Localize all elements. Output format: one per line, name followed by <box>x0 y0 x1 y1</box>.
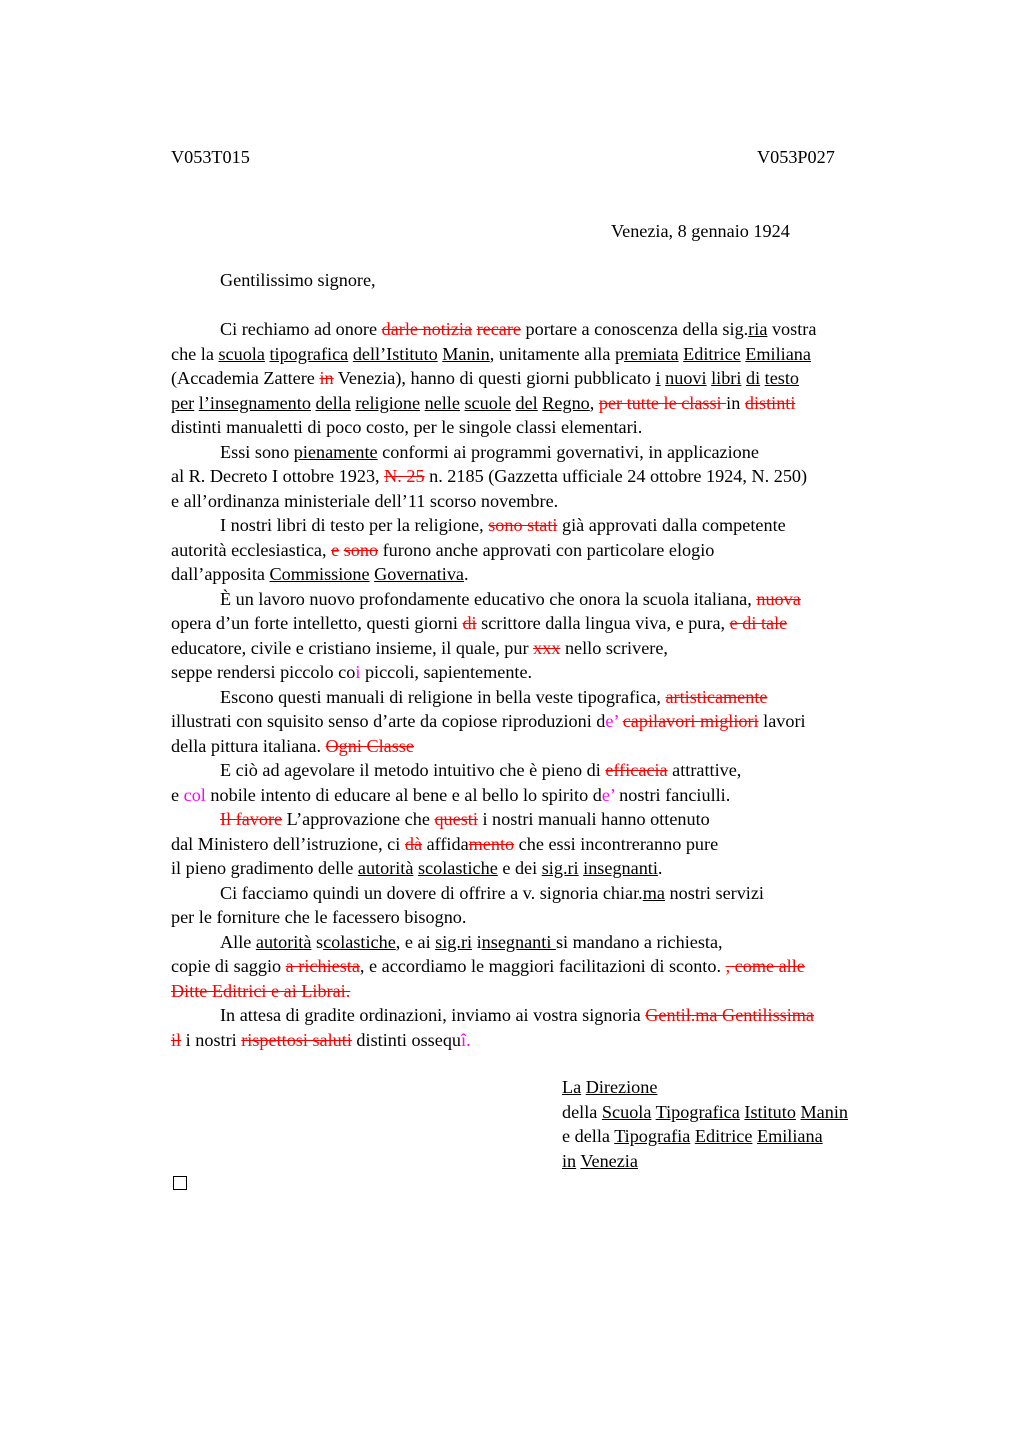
text-run: Escono questi manuali di religione in bella veste tipografica, <box>220 686 666 707</box>
deleted-text: Ditte Editrici e ai Librai. <box>171 980 351 1001</box>
text-run: nostri servizi <box>664 882 764 903</box>
text-run: . <box>657 858 663 878</box>
underlined-text: di <box>745 368 761 388</box>
letter-line <box>171 905 911 930</box>
left-archive-code: V053T015 <box>171 147 250 167</box>
letter-line <box>171 391 911 416</box>
deleted-text: , come alle <box>725 956 805 976</box>
text-run: scrittore dalla lingua viva, e pura, <box>476 613 730 633</box>
text-run: nobile intento di educare al bene e al bello lo spirito d <box>205 784 602 805</box>
underlined-text: sig.ri <box>435 931 473 952</box>
letter-line <box>171 954 911 979</box>
underlined-text: scolastiche <box>417 858 498 878</box>
text-run: conformi ai programmi governativi, in applicazione <box>377 441 759 462</box>
deleted-text: N. 25 <box>384 466 425 486</box>
underlined-text: sig.ri <box>541 858 579 878</box>
deleted-text: sono stati <box>488 515 558 535</box>
underlined-text: autorità <box>357 858 414 878</box>
text-run: copie di saggio <box>171 956 286 976</box>
underlined-text: Tipografica <box>655 1101 740 1122</box>
text-run: i <box>472 931 482 952</box>
text-run: s <box>311 931 324 952</box>
signature-line <box>562 1124 848 1149</box>
letter-line <box>171 807 911 832</box>
deleted-text: artisticamente <box>665 686 768 707</box>
text-run: Essi sono <box>220 441 294 462</box>
dateline: Venezia, 8 gennaio 1924 <box>611 221 790 241</box>
letter-line <box>171 538 911 563</box>
text-run: In attesa di gradite ordinazioni, inviamo ai vostra signoria <box>220 1005 646 1025</box>
text-run: già approvati dalla competente <box>557 515 786 535</box>
underlined-text: colastiche <box>323 931 396 952</box>
deleted-text: e <box>331 539 340 560</box>
underlined-text: religione <box>355 392 421 413</box>
deleted-text: in <box>319 368 334 388</box>
deleted-text: rispettosi saluti <box>241 1029 352 1050</box>
text-run: per le forniture che le facessero bisogno. <box>171 907 467 927</box>
deleted-text: per tutte le classi <box>598 392 727 413</box>
letter-line <box>171 685 911 710</box>
right-archive-code: V053P027 <box>757 147 835 167</box>
text-run: e <box>171 784 184 805</box>
letter-line <box>171 758 911 783</box>
text-run: seppe rendersi piccolo co <box>171 662 356 682</box>
signature-line <box>562 1149 848 1174</box>
text-run: della <box>562 1101 602 1122</box>
underlined-text: Direzione <box>585 1077 658 1097</box>
underlined-text: Manin <box>442 343 490 364</box>
salutation: Gentilissimo signore, <box>220 270 376 290</box>
deleted-text: distinti <box>744 392 796 413</box>
deleted-text: questi <box>434 809 478 829</box>
letter-line <box>171 513 911 538</box>
text-run: della pittura italiana. <box>171 735 326 756</box>
text-run: affida <box>422 833 469 854</box>
letter-line <box>171 1003 911 1028</box>
underlined-text: della <box>315 392 351 413</box>
signature-line <box>562 1075 848 1100</box>
text-run: (Accademia Zattere <box>171 368 320 388</box>
deleted-text: Gentil.ma Gentilissima <box>645 1005 814 1025</box>
underlined-text: pienamente <box>293 441 378 462</box>
deleted-text: mento <box>468 833 515 854</box>
underlined-text: per <box>171 392 195 413</box>
underlined-text: Emiliana <box>756 1126 823 1146</box>
underlined-text: insegnanti <box>583 858 658 878</box>
underlined-text: Tipografia <box>614 1126 691 1146</box>
text-run: Ci facciamo quindi un dovere di offrire a v. signoria chiar. <box>220 882 643 903</box>
text-run: i nostri manuali hanno ottenuto <box>477 809 710 829</box>
underlined-text: Regno <box>542 392 590 413</box>
underlined-text: Manin <box>800 1101 848 1122</box>
deleted-text: xxx <box>533 637 561 658</box>
text-run: in <box>726 392 745 413</box>
deleted-text: efficacia <box>605 760 668 780</box>
letter-line <box>171 587 911 612</box>
text-run: al R. Decreto I ottobre 1923, <box>171 466 385 486</box>
underlined-text: l’insegnamento <box>198 392 311 413</box>
text-run: I nostri libri di testo per la religione, <box>220 515 489 535</box>
deleted-text: di <box>462 613 477 633</box>
signature-block <box>562 1075 848 1173</box>
deleted-text: e di tale <box>729 613 788 633</box>
underlined-text: scuola <box>218 343 265 364</box>
underlined-text: autorità <box>255 931 312 952</box>
text-run: e dei <box>497 858 542 878</box>
text-run: illustrati con squisito senso d’arte da copiose riproduzioni d <box>171 711 606 731</box>
letter-line <box>171 660 911 685</box>
text-run: Alle <box>220 931 256 952</box>
letter-line <box>171 979 911 1004</box>
underlined-text: Scuola <box>601 1101 652 1122</box>
text-run: Ci rechiamo ad onore <box>220 319 382 339</box>
text-run: educatore, civile e cristiano insieme, il quale, pur <box>171 637 534 658</box>
letter-line <box>171 856 911 881</box>
text-run: nello scrivere, <box>560 637 668 658</box>
letter-line <box>171 415 911 440</box>
text-run: attrattive, <box>667 760 742 780</box>
underlined-text: nuovi <box>665 368 707 388</box>
letter-line <box>171 611 911 636</box>
deleted-text: recare <box>476 319 521 339</box>
text-run: distinti ossequ <box>351 1029 462 1050</box>
letter-line <box>171 783 911 808</box>
deleted-text: nuova <box>756 588 801 609</box>
letter-line <box>171 734 911 759</box>
inserted-text: e’ <box>605 711 619 731</box>
text-run: distinti manualetti di poco costo, per le singole classi elementari. <box>171 417 643 437</box>
text-run: , e ai <box>395 931 436 952</box>
text-run: e della <box>562 1126 615 1146</box>
letter-line <box>171 636 911 661</box>
text-run: E ciò ad agevolare il metodo intuitivo che è pieno di <box>220 760 606 780</box>
text-run: n. 2185 (Gazzetta ufficiale 24 ottobre 1924, N. 250) <box>424 466 808 486</box>
underlined-text: Emiliana <box>745 343 811 364</box>
underlined-text: del <box>515 392 538 413</box>
underlined-text: Editrice <box>694 1126 753 1146</box>
underlined-text: tipografica <box>269 343 349 364</box>
deleted-text: Ogni Classe <box>325 735 414 756</box>
text-run: Venezia), hanno di questi giorni pubblicato <box>333 368 656 388</box>
text-run: che essi incontreranno pure <box>514 833 719 854</box>
underlined-text: libri <box>711 368 742 388</box>
text-run: furono anche approvati con particolare elogio <box>378 539 715 560</box>
inserted-text: col <box>183 784 206 805</box>
text-run: , <box>589 392 599 413</box>
text-run: vostra <box>767 319 817 339</box>
letter-line <box>171 562 911 587</box>
letter-line <box>171 881 911 906</box>
underlined-text: nsegnanti <box>481 931 556 952</box>
text-run: , unitamente alla p <box>489 343 625 364</box>
underlined-text: nelle <box>424 392 460 413</box>
text-run: lavori <box>758 711 806 731</box>
text-run: e all’ordinanza ministeriale dell’11 scorso novembre. <box>171 490 559 511</box>
letter-line <box>171 832 911 857</box>
deleted-text: a richiesta <box>285 956 360 976</box>
deleted-text: Il favore <box>220 809 283 829</box>
text-run: dall’apposita <box>171 564 270 584</box>
text-run: che la <box>171 343 219 364</box>
inserted-text: e’ <box>601 784 615 805</box>
inserted-text: i <box>355 662 361 682</box>
text-run: autorità ecclesiastica, <box>171 539 332 560</box>
letter-body <box>171 317 911 1052</box>
underlined-text: scuole <box>464 392 511 413</box>
text-run: opera d’un forte intelletto, questi giorni <box>171 613 463 633</box>
text-run: È un lavoro nuovo profondamente educativo che onora la scuola italiana, <box>220 588 757 609</box>
deleted-text: capilavori migliori <box>622 711 759 731</box>
inserted-text: î. <box>461 1029 471 1050</box>
letter-line <box>171 709 911 734</box>
text-run: dal Ministero dell’istruzione, ci <box>171 833 405 854</box>
text-run: il pieno gradimento delle <box>171 858 358 878</box>
text-run: si mandano a richiesta, <box>555 931 723 952</box>
letter-line <box>171 342 911 367</box>
letter-line <box>171 1028 911 1053</box>
underlined-text: i <box>655 368 661 388</box>
text-run: . <box>463 564 469 584</box>
underlined-text: ma <box>642 882 665 903</box>
deleted-text: il <box>171 1029 182 1050</box>
letter-line <box>171 489 911 514</box>
underlined-text: ria <box>748 319 768 339</box>
letter-line <box>171 464 911 489</box>
underlined-text: Governativa <box>374 564 464 584</box>
deleted-text: darle notizia <box>381 319 473 339</box>
underlined-text: dell’Istituto <box>352 343 438 364</box>
text-run: nostri fanciulli. <box>614 784 731 805</box>
underlined-text: in <box>562 1150 577 1171</box>
deleted-text: dà <box>404 833 423 854</box>
text-run: , e accordiamo le maggiori facilitazioni di sconto. <box>359 956 726 976</box>
letter-line <box>171 317 911 342</box>
underlined-text: Commissione <box>269 564 370 584</box>
letter-line <box>171 930 911 955</box>
underlined-text: Venezia <box>580 1150 638 1171</box>
text-run: portare a conoscenza della sig. <box>520 319 749 339</box>
letter-line <box>171 440 911 465</box>
underlined-text: remiata <box>624 343 679 364</box>
text-run: L’approvazione che <box>282 809 435 829</box>
text-run: i nostri <box>181 1029 242 1050</box>
text-run: piccoli, sapientemente. <box>360 662 533 682</box>
checkbox-square-icon <box>173 1176 187 1190</box>
signature-line <box>562 1100 848 1125</box>
underlined-text: Editrice <box>683 343 741 364</box>
underlined-text: La <box>562 1077 582 1097</box>
underlined-text: Istituto <box>744 1101 796 1122</box>
deleted-text: sono <box>343 539 379 560</box>
letter-line <box>171 366 911 391</box>
underlined-text: testo <box>764 368 800 388</box>
